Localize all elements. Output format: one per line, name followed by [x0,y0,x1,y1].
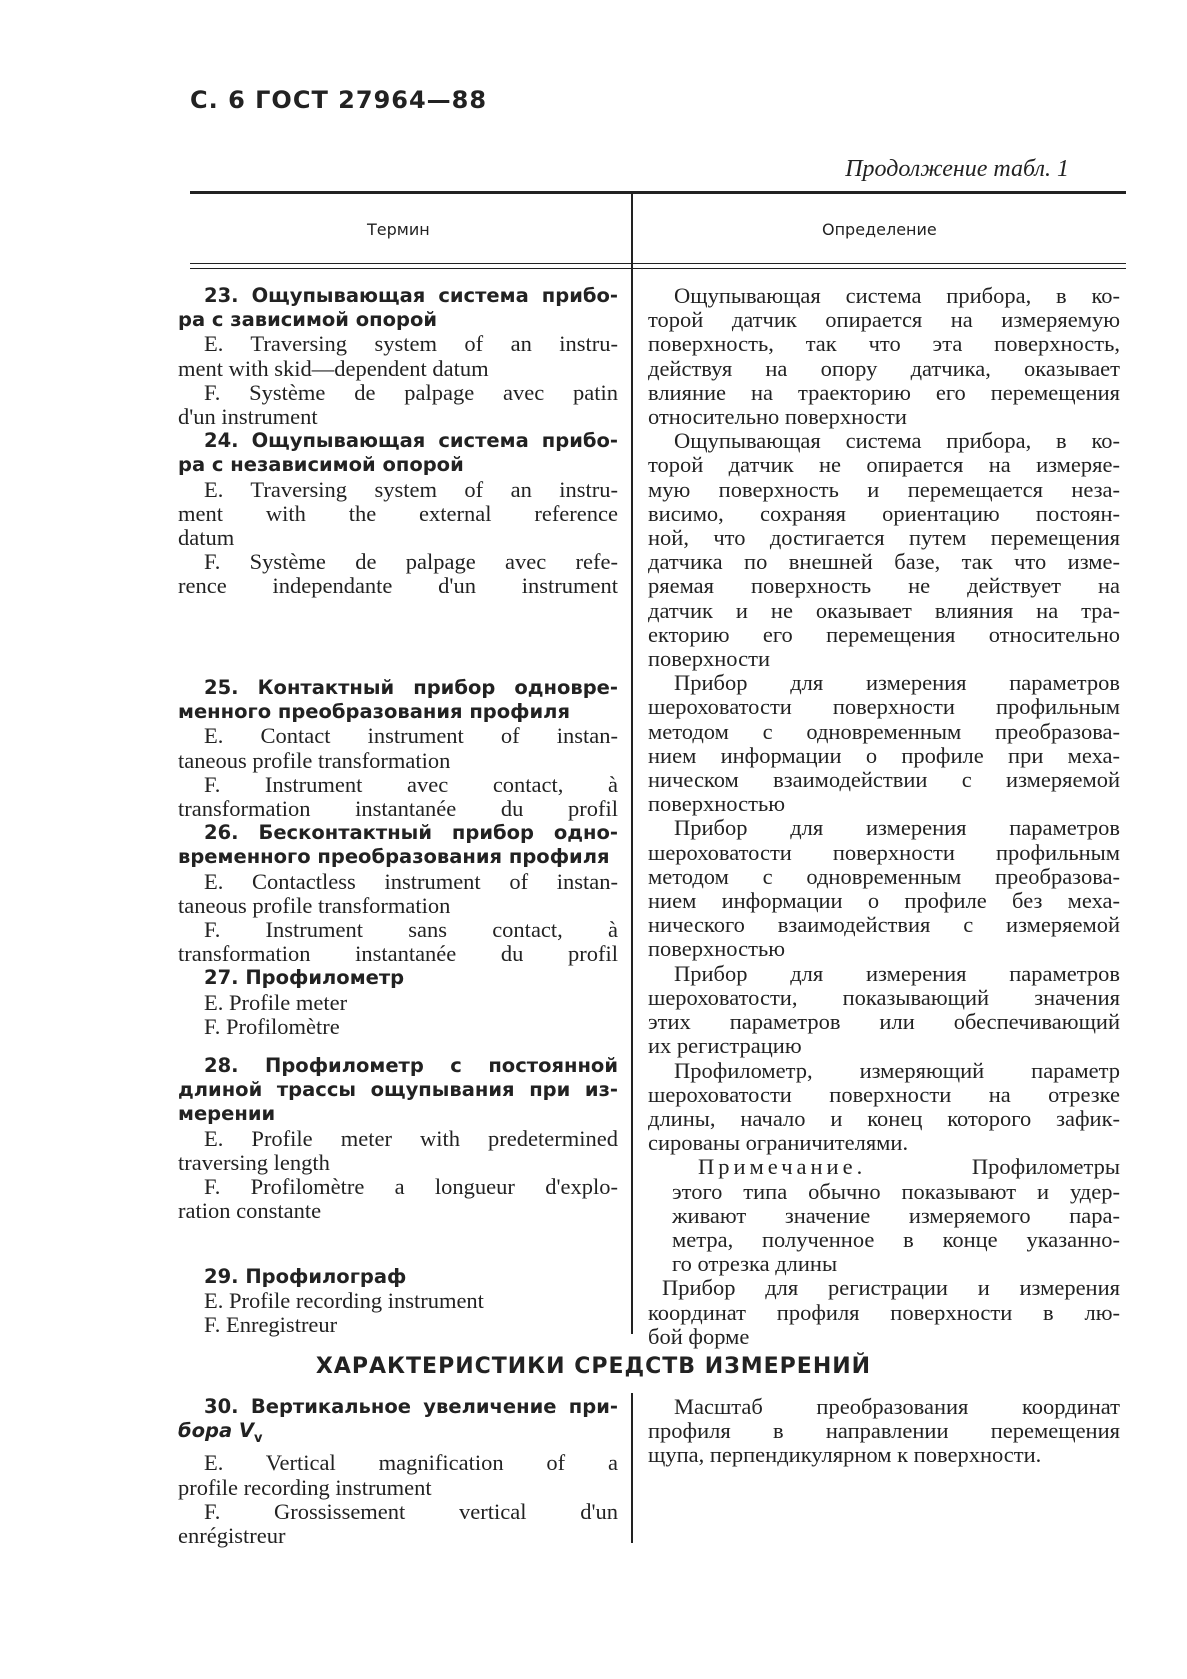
definition-line: екторию его перемещения относительно [648,621,1120,647]
section-heading: ХАРАКТЕРИСТИКИ СРЕДСТВ ИЗМЕРЕНИЙ [315,1354,872,1379]
terms-column-3 [178,1054,618,1223]
definition-line: датчик и не оказывает влияния на тра- [648,597,1120,623]
term-english: profile recording instrument [178,1474,432,1500]
section-column-divider [631,1393,633,1543]
terms-column-2 [178,676,618,1039]
note-label: Примечание. [698,1154,867,1180]
column-divider [631,194,633,1334]
term-english: E. Profile meter [204,989,348,1015]
term-french: ration constante [178,1198,322,1224]
definitions-column [648,284,1120,1349]
definition-line: нием информации о профиле без меха- [648,888,1120,914]
definition-line: длины, начало и конец которого зафик- [648,1105,1120,1131]
note-heading-line [672,1155,1120,1179]
term-title: 29. Профилограф [204,1265,407,1288]
definition-line: бой форме [648,1323,750,1349]
definition-line: поверхность, так что эта поверхность, [648,331,1120,357]
term-french: F. Système de palpage avec refe- [204,549,618,575]
definition-24 [648,429,1120,671]
term-french: transformation instantanée du profil [178,941,618,967]
term-english: E. Contact instrument of instan- [204,723,618,749]
term-english: E. Traversing system of an instru- [204,331,618,357]
definition-line: щупа, перпендикулярном к поверхности. [648,1442,1042,1468]
definition-line: поверхностью [648,936,786,962]
definition-line: нического взаимодействия с измеряемой [648,912,1120,938]
definition-line: торой датчик не опирается на измеряе- [648,452,1120,478]
definition-29 [648,1276,1120,1349]
definition-line: торой датчик опирается на измеряемую [648,307,1120,333]
term-french: F. Enregistreur [204,1312,338,1338]
definition-28 [648,1059,1120,1277]
term-french: F. Profilomètre a longueur d'explo- [204,1174,618,1200]
definition-line: шероховатости поверхности профильным [648,839,1120,865]
term-title [178,1419,618,1451]
section-definitions-column [648,1395,1120,1468]
definition-line: ной, что достигается путем перемещения [648,525,1120,551]
term-french: F. Système de palpage avec patin [204,379,618,405]
term-french: F. Instrument sans contact, à [204,917,618,943]
definition-line: Прибор для измерения параметров [674,960,1120,986]
term-title-text: бора V [178,1419,255,1443]
term-english: taneous profile transformation [178,747,451,773]
definition-line: их регистрацию [648,1033,802,1059]
page-reference: С. 6 ГОСТ 27964—88 [190,86,488,114]
definition-line: Ощупывающая система прибора, в ко- [674,428,1120,454]
term-entry-27 [178,966,618,1039]
term-entry-28 [178,1054,618,1223]
note-line: го отрезка длины [672,1251,838,1277]
header-bottom-rule-1 [190,263,1126,264]
definition-line: Профилометр, измеряющий параметр [674,1057,1120,1083]
term-english: ment with the external reference [178,500,618,526]
term-subscript: v [254,1431,263,1447]
term-title: 30. Вертикальное увеличение при- [204,1395,618,1418]
terms-column-4 [178,1265,618,1338]
definition-line: поверхности [648,646,770,672]
definition-line: этих параметров или обеспечивающий [648,1009,1120,1035]
definition-line: сированы ограничителями. [648,1130,909,1156]
term-title: ра с независимой опорой [178,453,464,477]
term-english: E. Contactless instrument of instan- [204,868,618,894]
definition-25 [648,671,1120,816]
term-french: transformation instantanée du profil [178,796,618,822]
definition-line: шероховатости поверхности на отрезке [648,1081,1120,1107]
definition-line: относительно поверхности [648,404,907,430]
definition-line: висимо, сохраняя ориентацию постоян- [648,500,1120,526]
term-title: 26. Бесконтактный прибор одно- [204,821,618,845]
term-entry-29 [178,1265,618,1338]
definition-line: Прибор для регистрации и измерения [662,1275,1120,1301]
term-entry-26 [178,821,618,966]
definition-line: датчика по внешней базе, так что изме- [648,549,1120,575]
definition-line: мую поверхность и перемещается неза- [648,476,1120,502]
term-english: traversing length [178,1149,330,1175]
note-first-word: Профилометры [971,1154,1120,1180]
term-english: E. Vertical magnification of a [204,1450,618,1476]
term-title: менного преобразования профиля [178,700,570,724]
term-english: datum [178,525,235,551]
term-english: E. Profile meter with predetermined [204,1125,618,1151]
term-entry-30 [178,1395,618,1548]
section-terms-column [178,1395,618,1548]
term-title: 28. Профилометр с постоянной [204,1054,618,1077]
column-header-definition: Определение [822,220,937,239]
term-french: enrégistreur [178,1522,286,1548]
term-english: ment with skid—dependent datum [178,355,489,381]
term-english: E. Traversing system of an instru- [204,476,618,502]
definition-line: действуя на опору датчика, оказывает [648,355,1120,381]
definition-note [648,1155,1120,1276]
term-title: 24. Ощупывающая система прибо- [204,429,618,453]
definition-23 [648,284,1120,429]
term-french: F. Grossissement vertical d'un [204,1498,618,1524]
note-line: метра, полученное в конце указанно- [672,1226,1120,1252]
term-entry-23 [178,284,618,429]
definition-line: нием информации о профиле при меха- [648,742,1120,768]
definition-line: методом с одновременным преобразова- [648,863,1120,889]
term-entry-24 [178,429,618,598]
term-french: F. Instrument avec contact, à [204,771,618,797]
term-english: taneous profile transformation [178,892,451,918]
terms-column [178,284,618,599]
table-continuation-label: Продолжение табл. 1 [845,156,1069,182]
term-entry-25 [178,676,618,821]
definition-line: поверхностью [648,791,786,817]
term-title: ра с зависимой опорой [178,308,438,332]
term-french: F. Profilomètre [204,1013,340,1039]
term-title: мерении [178,1102,276,1126]
note-line: этого типа обычно показывают и удер- [672,1178,1120,1204]
term-french: d'un instrument [178,404,318,430]
definition-line: ряемая поверхность не действует на [648,573,1120,599]
definition-line: Прибор для измерения параметров [674,815,1120,841]
definition-line: Масштаб преобразования координат [674,1394,1120,1419]
definition-30 [648,1395,1120,1468]
definition-line: Ощупывающая система прибора, в ко- [674,283,1120,308]
definition-line: влияние на траекторию его перемещения [648,379,1120,405]
definition-line: шероховатости поверхности профильным [648,694,1120,720]
term-title: 27. Профилометр [204,966,405,990]
term-english: E. Profile recording instrument [204,1288,484,1314]
header-bottom-rule-2 [190,268,1126,269]
definition-line: координат профиля поверхности в лю- [648,1299,1120,1325]
term-french: rence independante d'un instrument [178,573,618,599]
definition-line: профиля в направлении перемещения [648,1418,1120,1444]
definition-26 [648,816,1120,961]
definition-line: Прибор для измерения параметров [674,670,1120,696]
definition-line: шероховатости, показывающий значения [648,984,1120,1010]
table-top-rule [190,191,1126,194]
definition-line: методом с одновременным преобразова- [648,718,1120,744]
definition-27 [648,962,1120,1059]
definition-line: ническом взаимодействии с измеряемой [648,767,1120,793]
term-title: 25. Контактный прибор одновре- [204,676,618,699]
term-title: временного преобразования профиля [178,845,610,869]
term-title: длиной трассы ощупывания при из- [178,1078,618,1102]
note-line: живают значение измеряемого пара- [672,1202,1120,1228]
column-header-term: Термин [367,220,430,239]
term-title: 23. Ощупывающая система прибо- [204,284,618,307]
